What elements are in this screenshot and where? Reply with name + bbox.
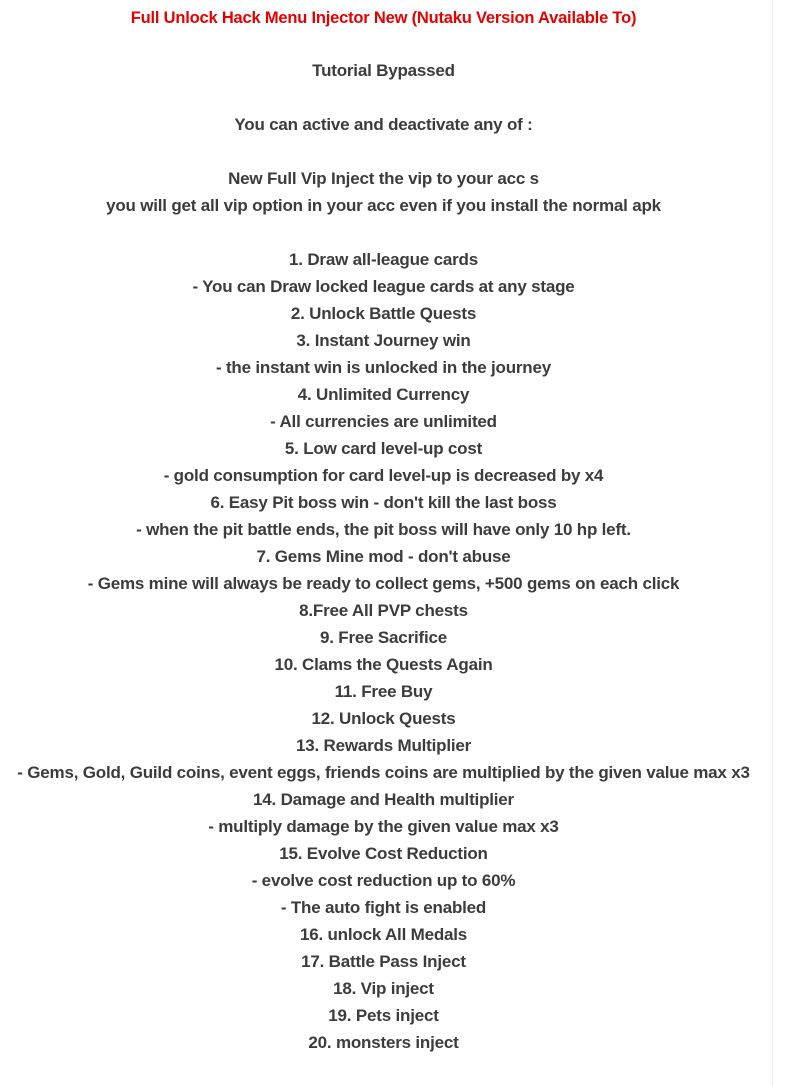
toggle-note: You can active and deactivate any of : [234,115,533,134]
list-item: 14. Damage and Health multiplier [253,790,514,809]
list-item: - evolve cost reduction up to 60% [251,871,516,890]
list-item: - the instant win is unlocked in the journey [215,358,551,377]
page-title: Full Unlock Hack Menu Injector New (Nutaku Version Available To) [130,9,637,27]
list-item: - multiply damage by the given value max x3 [208,817,559,836]
list-item: 12. Unlock Quests [311,709,456,728]
spacer [0,138,767,165]
list-item: 15. Evolve Cost Reduction [279,844,488,863]
list-item: 19. Pets inject [328,1006,439,1025]
list-item: 7. Gems Mine mod - don't abuse [256,547,511,566]
list-item: - The auto fight is enabled [280,898,487,917]
list-item: 17. Battle Pass Inject [301,952,466,971]
list-item: 16. unlock All Medals [299,925,468,944]
list-item: 18. Vip inject [333,979,434,998]
list-item: 11. Free Buy [334,682,433,701]
list-item: - You can Draw locked league cards at any stage [192,277,575,296]
spacer [0,30,767,57]
vip-line-1: New Full Vip Inject the vip to your acc s [228,169,539,188]
list-item: 20. monsters inject [308,1033,459,1052]
vip-line-2: you will get all vip option in your acc even if you install the normal apk [106,196,661,215]
list-item: - Gems, Gold, Guild coins, event eggs, friends coins are multiplied by the given value max x3 [17,763,750,782]
list-item: 5. Low card level-up cost [284,439,483,458]
list-item: - gold consumption for card level-up is decreased by x4 [163,466,604,485]
list-item: 4. Unlimited Currency [297,385,470,404]
spacer [0,84,767,111]
list-item: 13. Rewards Multiplier [295,736,472,755]
list-item: - Gems mine will always be ready to collect gems, +500 gems on each click [87,574,680,593]
list-item: 1. Draw all-league cards [289,250,478,269]
tutorial-line: Tutorial Bypassed [312,61,455,80]
list-item: - when the pit battle ends, the pit boss will have only 10 hp left. [136,520,631,539]
list-item: 2. Unlock Battle Quests [290,304,477,323]
spacer [0,219,767,246]
scrollbar[interactable] [772,0,787,1086]
list-item: - All currencies are unlimited [270,412,497,431]
feature-list [0,246,767,1056]
list-item: 3. Instant Journey win [296,331,471,350]
list-item: 8.Free All PVP chests [299,601,468,620]
list-item: 9. Free Sacrifice [319,628,447,647]
list-item: 6. Easy Pit boss win - don't kill the last boss [210,493,557,512]
document-body [0,6,767,1056]
list-item: 10. Clams the Quests Again [274,655,493,674]
